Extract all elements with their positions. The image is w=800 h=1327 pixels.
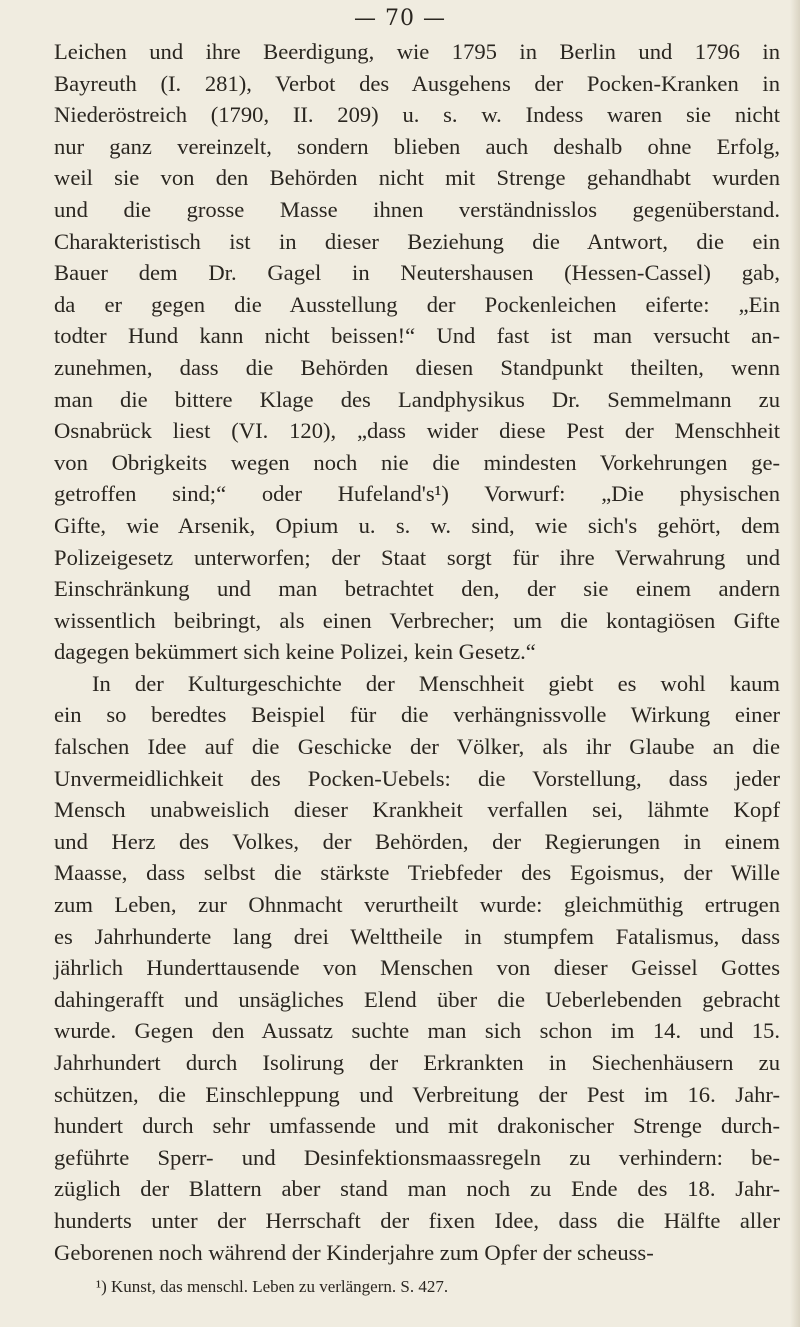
text-line: hunderts unter der Herrschaft der fixen Idee, dass die Hälfte aller (54, 1207, 780, 1233)
text-line: Gifte, wie Arsenik, Opium u. s. w. sind, wie sich's gehört, dem (54, 512, 780, 538)
text-line: Leichen und ihre Beerdigung, wie 1795 in Berlin und 1796 in (54, 39, 780, 64)
page-number: — 70 — (354, 6, 446, 31)
text-line: In der Kulturgeschichte der Menschheit giebt es wohl kaum (92, 670, 780, 696)
text-line: zum Leben, zur Ohnmacht verurtheilt wurde: gleichmüthig ertrugen (54, 892, 780, 918)
text-line: Maasse, dass selbst die stärkste Triebfeder des Egoismus, der Wille (54, 860, 780, 886)
page-edge-shadow (790, 0, 800, 1327)
text-line: wissentlich beibringt, als einen Verbrecher; um die kontagiösen Gifte (54, 607, 780, 633)
text-line: züglich der Blattern aber stand man noch zu Ende des 18. Jahr- (54, 1176, 780, 1202)
text-line: da er gegen die Ausstellung der Pockenleichen eiferte: „Ein (54, 291, 780, 317)
text-line: nur ganz vereinzelt, sondern blieben auch deshalb ohne Erfolg, (54, 133, 780, 159)
text-line: Polizeigesetz unterworfen; der Staat sorgt für ihre Verwahrung und (54, 544, 780, 570)
text-line: Bauer dem Dr. Gagel in Neutershausen (Hessen-Cassel) gab, (54, 260, 780, 286)
text-line: Unvermeidlichkeit des Pocken-Uebels: die Vorstellung, dass jeder (54, 765, 780, 791)
text-line: Bayreuth (I. 281), Verbot des Ausgehens der Pocken-Kranken in (54, 70, 780, 96)
text-line: Charakteristisch ist in dieser Beziehung die Antwort, die ein (54, 228, 780, 254)
paragraph-2 (54, 668, 780, 1268)
text-line: Geborenen noch während der Kinderjahre zum Opfer der scheuss- (54, 1239, 654, 1265)
text-line: Osnabrück liest (VI. 120), „dass wider diese Pest der Menschheit (54, 418, 780, 444)
text-line: todter Hund kann nicht beissen!“ Und fast ist man versucht an- (54, 323, 780, 349)
text-line: getroffen sind;“ oder Hufeland's¹) Vorwurf: „Die physischen (54, 481, 780, 507)
text-line: zunehmen, dass die Behörden diesen Standpunkt theilten, wenn (54, 354, 780, 380)
text-line: jährlich Hunderttausende von Menschen von dieser Geissel Gottes (54, 955, 780, 981)
text-line: Jahrhundert durch Isolirung der Erkrankten in Siechenhäusern zu (54, 1050, 780, 1075)
text-line: man die bittere Klage des Landphysikus Dr. Semmelmann zu (54, 386, 780, 412)
text-line: schützen, die Einschleppung und Verbreitung der Pest im 16. Jahr- (54, 1081, 780, 1107)
text-line: und die grosse Masse ihnen verständnisslos gegenüberstand. (54, 196, 780, 222)
text-line: geführte Sperr- und Desinfektionsmaassregeln zu verhindern: be- (54, 1144, 780, 1170)
text-line: Mensch unabweislich dieser Krankheit verfallen sei, lähmte Kopf (54, 797, 780, 823)
text-line: hundert durch sehr umfassende und mit drakonischer Strenge durch- (54, 1113, 780, 1139)
text-line: Niederöstreich (1790, II. 209) u. s. w. Indess waren sie nicht (54, 102, 780, 128)
text-line: dahingerafft und unsägliches Elend über die Ueberlebenden gebracht (54, 986, 780, 1012)
footnote: ¹) Kunst, das menschl. Leben zu verlängern. S. 427. (96, 1277, 449, 1296)
text-line: falschen Idee auf die Geschicke der Völker, als ihr Glaube an die (54, 734, 780, 760)
text-line: von Obrigkeits wegen noch nie die mindesten Vorkehrungen ge- (54, 449, 780, 475)
text-line: es Jahrhunderte lang drei Welttheile in stumpfem Fatalismus, dass (54, 923, 780, 949)
text-line: dagegen bekümmert sich keine Polizei, kein Gesetz.“ (54, 639, 536, 665)
text-line: ein so beredtes Beispiel für die verhängnissvolle Wirkung einer (54, 702, 780, 728)
text-line: weil sie von den Behörden nicht mit Strenge gehandhabt wurden (54, 165, 780, 191)
paragraph-1 (54, 36, 780, 668)
text-line: wurde. Gegen den Aussatz suchte man sich schon im 14. und 15. (54, 1018, 780, 1044)
text-line: und Herz des Volkes, der Behörden, der Regierungen in einem (54, 828, 780, 854)
main-text (54, 36, 780, 1268)
text-line: Einschränkung und man betrachtet den, der sie einem andern (54, 576, 780, 602)
